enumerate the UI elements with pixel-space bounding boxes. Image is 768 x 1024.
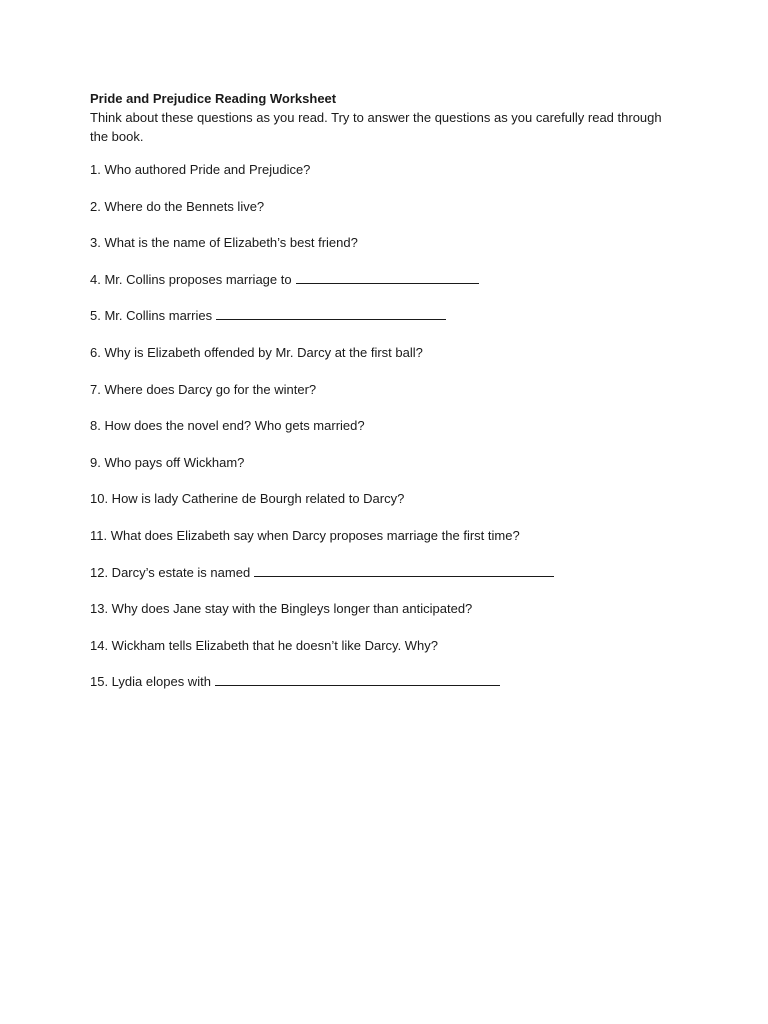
question-text: 14. Wickham tells Elizabeth that he doesn’t like Darcy. Why? — [90, 637, 439, 653]
question-13 — [90, 600, 554, 637]
question-text: 15. Lydia elopes with — [90, 674, 211, 690]
answer-blank[interactable] — [215, 673, 500, 686]
question-text: 11. What does Elizabeth say when Darcy proposes marriage the first time? — [90, 527, 520, 543]
question-text: 8. How does the novel end? Who gets married? — [90, 418, 365, 434]
question-7 — [90, 381, 554, 418]
worksheet-title: Pride and Prejudice Reading Worksheet — [90, 91, 337, 106]
question-4 — [90, 271, 554, 308]
question-2 — [90, 198, 554, 235]
question-11 — [90, 527, 554, 564]
question-text: 12. Darcy’s estate is named — [90, 564, 251, 580]
worksheet-content — [90, 90, 690, 690]
worksheet-intro: Think about these questions as you read. Try to answer the questions as you carefully read through the book. — [90, 110, 662, 144]
question-3 — [90, 234, 554, 271]
answer-blank[interactable] — [296, 271, 479, 284]
question-text: 4. Mr. Collins proposes marriage to — [90, 271, 292, 287]
question-text: 7. Where does Darcy go for the winter? — [90, 381, 317, 397]
question-15 — [90, 673, 554, 710]
question-5 — [90, 307, 554, 344]
question-8 — [90, 417, 554, 454]
question-6 — [90, 344, 554, 381]
question-1 — [90, 161, 554, 198]
question-12 — [90, 564, 554, 601]
question-text: 5. Mr. Collins marries — [90, 308, 213, 324]
question-10 — [90, 490, 554, 527]
question-9 — [90, 454, 554, 491]
question-text: 3. What is the name of Elizabeth’s best friend? — [90, 235, 358, 251]
question-list — [90, 161, 554, 710]
question-text: 9. Who pays off Wickham? — [90, 454, 245, 470]
question-text: 1. Who authored Pride and Prejudice? — [90, 162, 311, 177]
question-text: 13. Why does Jane stay with the Bingleys longer than anticipated? — [90, 601, 473, 617]
question-text: 10. How is lady Catherine de Bourgh related to Darcy? — [90, 491, 405, 507]
answer-blank[interactable] — [216, 307, 446, 320]
answer-blank[interactable] — [254, 564, 554, 577]
question-14 — [90, 637, 554, 674]
question-text: 6. Why is Elizabeth offended by Mr. Darcy at the first ball? — [90, 344, 423, 360]
question-text: 2. Where do the Bennets live? — [90, 198, 265, 214]
